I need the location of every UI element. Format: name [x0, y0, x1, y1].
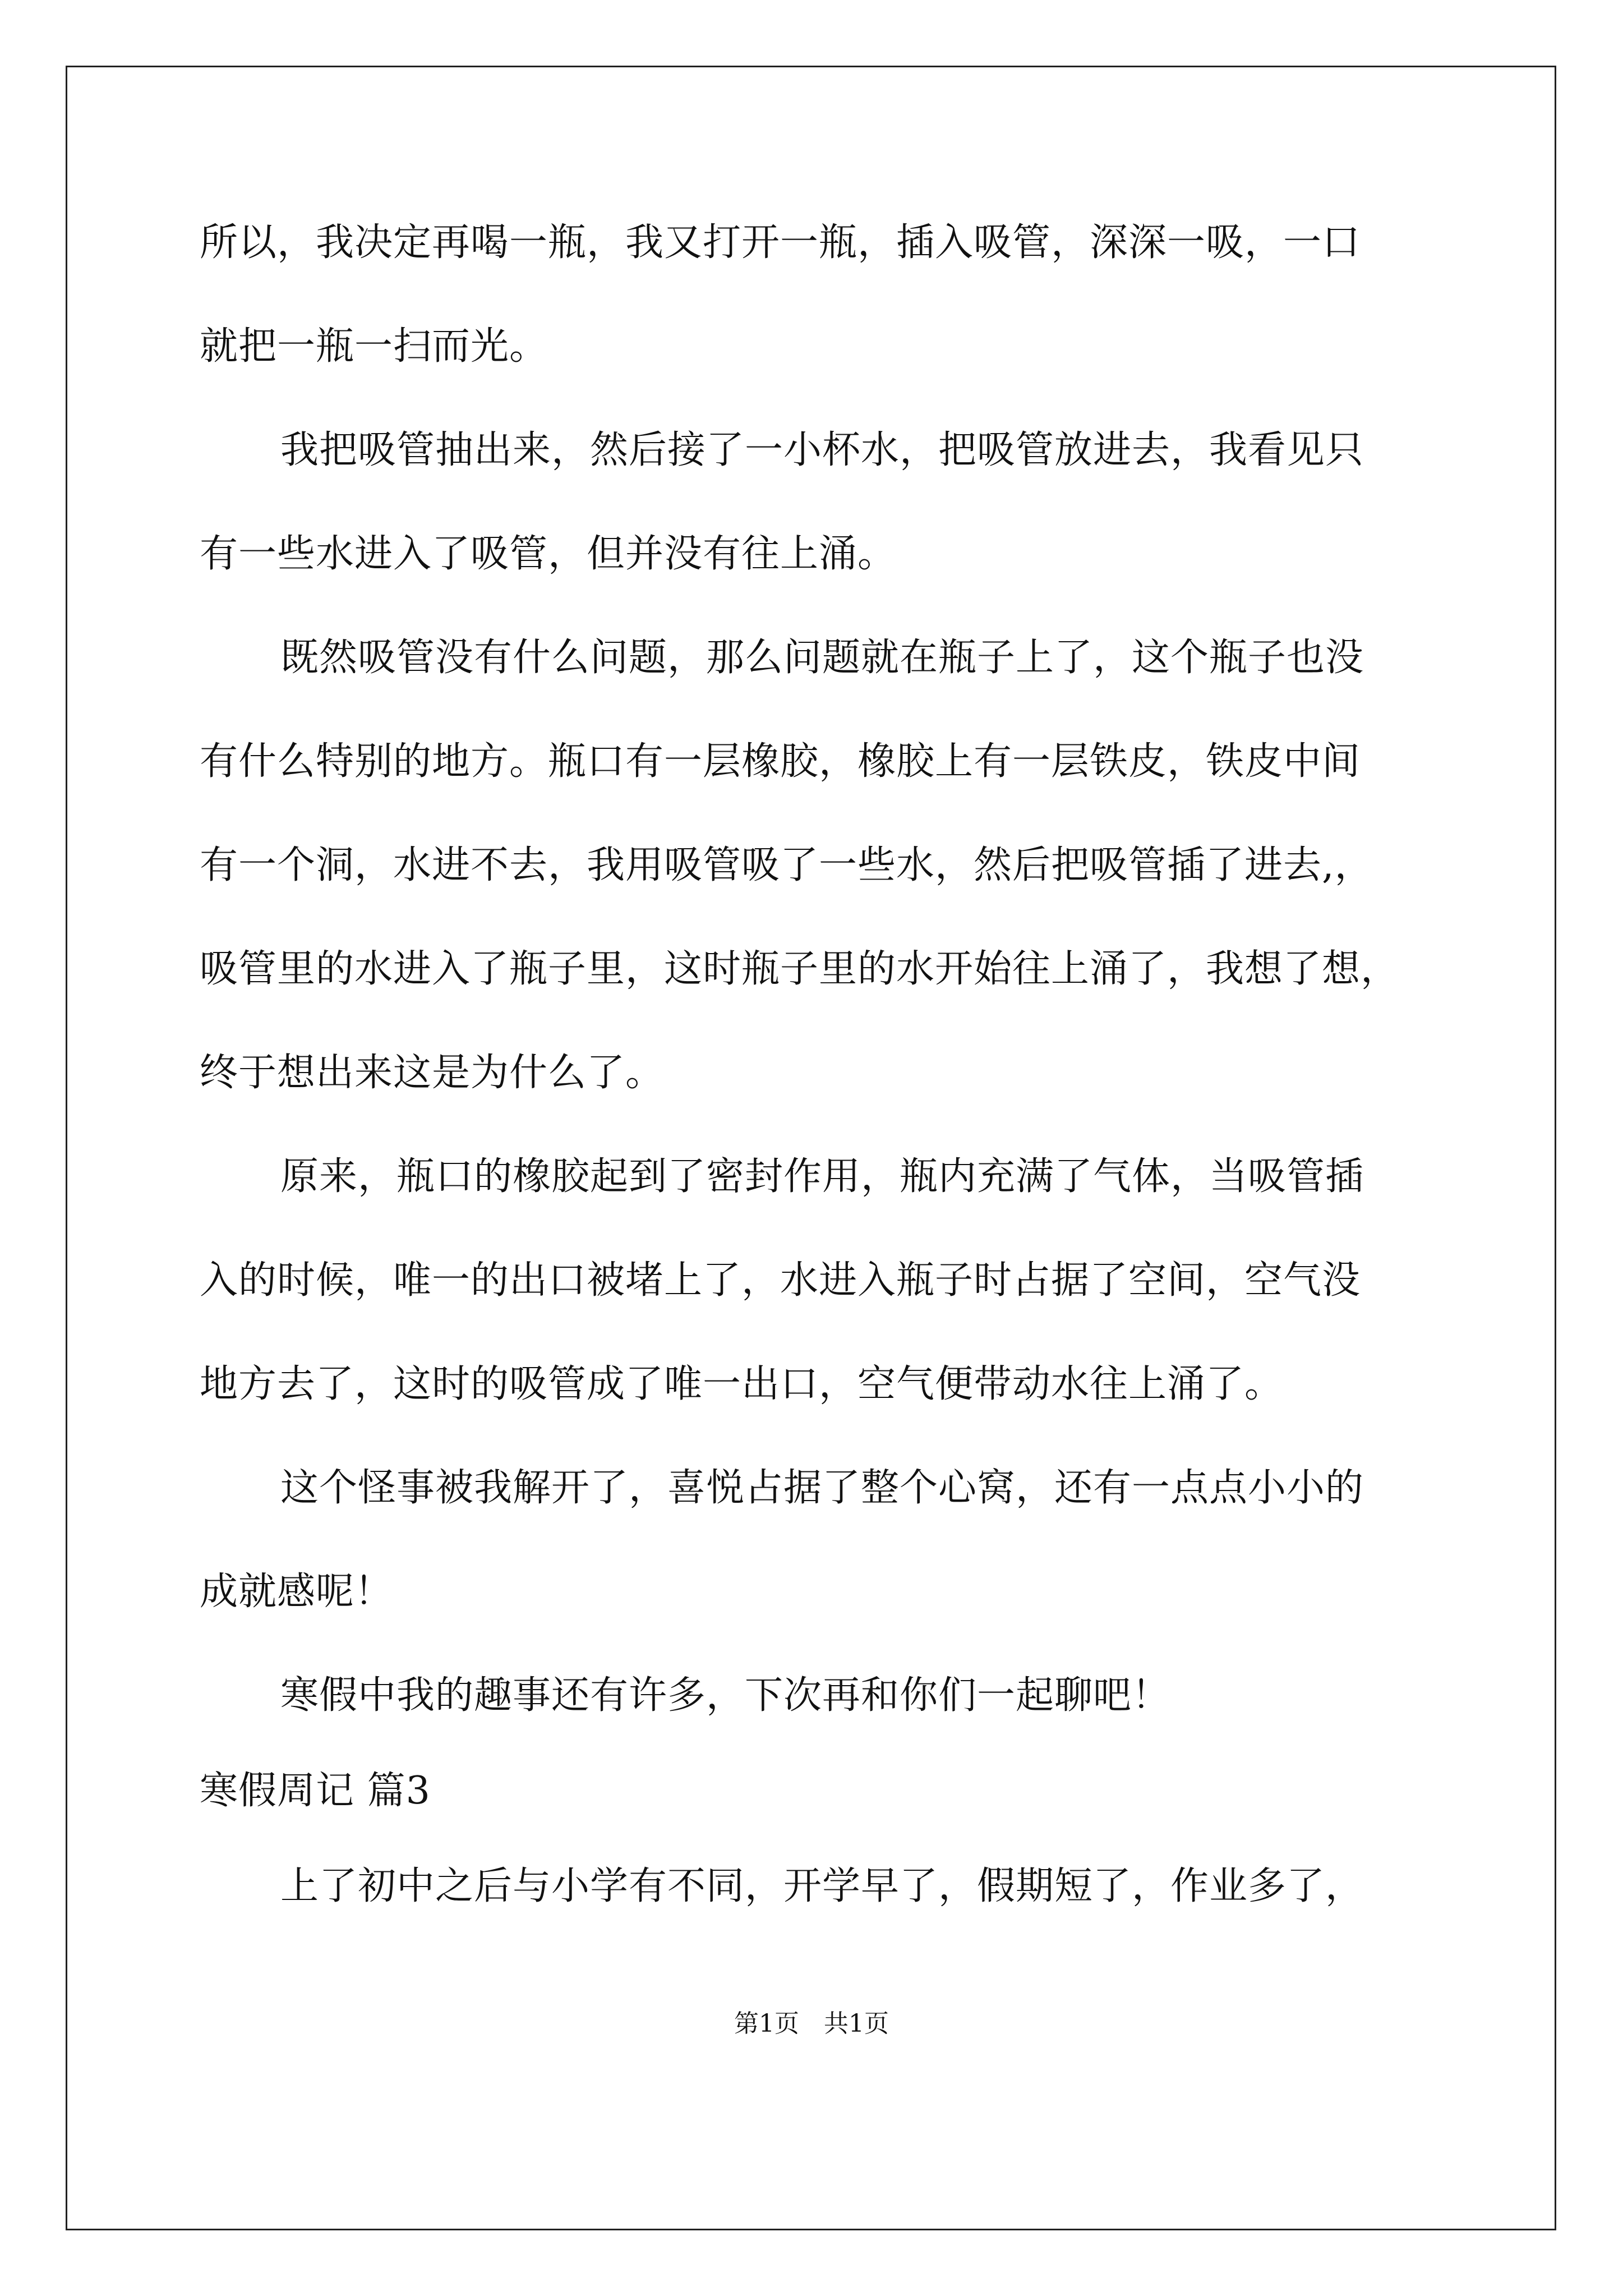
text-line: 上了初中之后与小学有不同，开学早了，假期短了，作业多了，	[280, 1864, 1364, 1908]
text-line: 既然吸管没有什么问题，那么问题就在瓶子上了，这个瓶子也没	[280, 636, 1364, 680]
text-line: 所以，我决定再喝一瓶，我又打开一瓶，插入吸管，深深一吸，一口	[200, 220, 1361, 265]
text-line: 这个怪事被我解开了，喜悦占据了整个心窝，还有一点点小小的	[280, 1466, 1364, 1510]
text-line: 成就感呢！	[200, 1570, 394, 1614]
text-line: 原来，瓶口的橡胶起到了密封作用，瓶内充满了气体，当吸管插	[280, 1154, 1364, 1199]
text-line: 有什么特别的地方。瓶口有一层橡胶，橡胶上有一层铁皮，铁皮中间	[200, 739, 1361, 784]
text-line: 我把吸管抽出来，然后接了一小杯水，把吸管放进去，我看见只	[280, 428, 1364, 472]
text-line: 终于想出来这是为什么了。	[200, 1051, 665, 1095]
text-line: 地方去了，这时的吸管成了唯一出口，空气便带动水往上涌了。	[200, 1362, 1284, 1406]
document-body	[200, 218, 1454, 1965]
text-line: 寒假中我的趣事还有许多，下次再和你们一起聊吧！	[280, 1673, 1171, 1718]
text-line: 就把一瓶一扫而光。	[200, 324, 548, 369]
section-heading: 寒假周记 篇3	[200, 1769, 431, 1813]
text-line: 入的时候，唯一的出口被堵上了，水进入瓶子时占据了空间，空气没	[200, 1258, 1361, 1303]
page-number: 第1页 共1页	[734, 2009, 889, 2038]
text-line: 有一些水进入了吸管，但并没有往上涌。	[200, 532, 897, 576]
text-line: 有一个洞，水进不去，我用吸管吸了一些水，然后把吸管插了进去,，	[200, 843, 1373, 887]
text-line: 吸管里的水进入了瓶子里，这时瓶子里的水开始往上涌了，我想了想，	[200, 947, 1400, 991]
